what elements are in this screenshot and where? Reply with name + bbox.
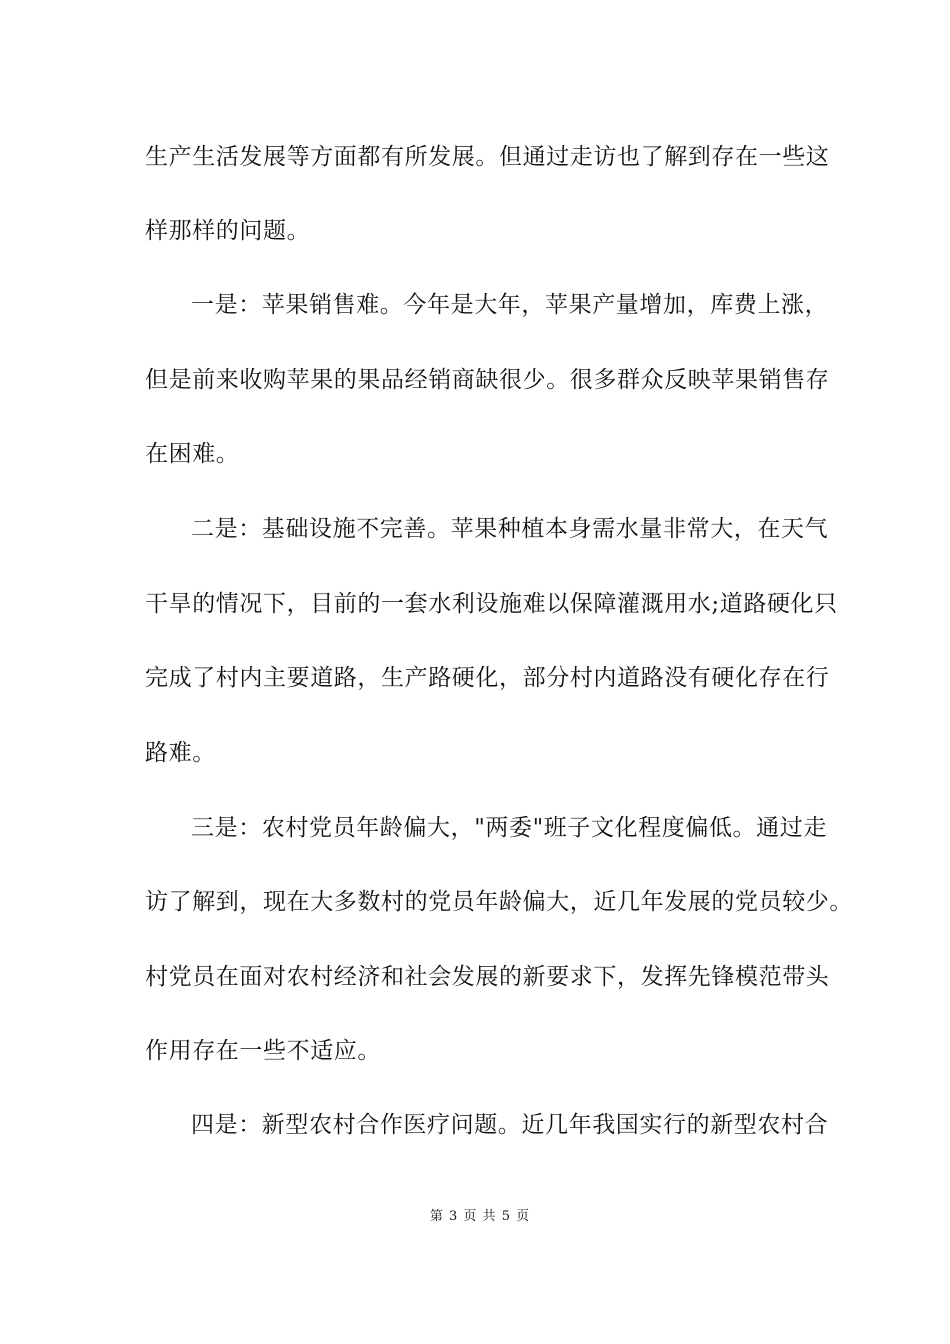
paragraph-start-line: 四是：新型农村合作医疗问题。近几年我国实行的新型农村合 (191, 1112, 829, 1138)
text-line: 生产生活发展等方面都有所发展。但通过走访也了解到存在一些这 (145, 144, 830, 170)
paragraph-start-line: 一是：苹果销售难。今年是大年，苹果产量增加，库费上涨， (191, 292, 829, 318)
text-line: 在困难。 (145, 441, 240, 467)
text-line: 完成了村内主要道路，生产路硬化，部分村内道路没有硬化存在行 (145, 665, 830, 691)
text-line: 村党员在面对农村经济和社会发展的新要求下，发挥先锋模范带头 (145, 964, 830, 990)
text-line: 但是前来收购苹果的果品经销商缺很少。很多群众反映苹果销售存 (145, 367, 830, 393)
paragraph-start-line: 二是：基础设施不完善。苹果种植本身需水量非常大，在天气 (191, 516, 829, 542)
paragraph-start-line: 三是：农村党员年龄偏大，"两委"班子文化程度偏低。通过走 (191, 815, 827, 841)
text-line: 作用存在一些不适应。 (145, 1038, 381, 1064)
text-line: 路难。 (145, 740, 216, 766)
text-line: 访了解到，现在大多数村的党员年龄偏大，近几年发展的党员较少。 (145, 889, 853, 915)
text-line: 干旱的情况下，目前的一套水利设施难以保障灌溉用水;道路硬化只 (145, 591, 838, 617)
page-number-footer: 第 3 页 共 5 页 (429, 1209, 531, 1224)
text-line: 样那样的问题。 (145, 218, 311, 244)
